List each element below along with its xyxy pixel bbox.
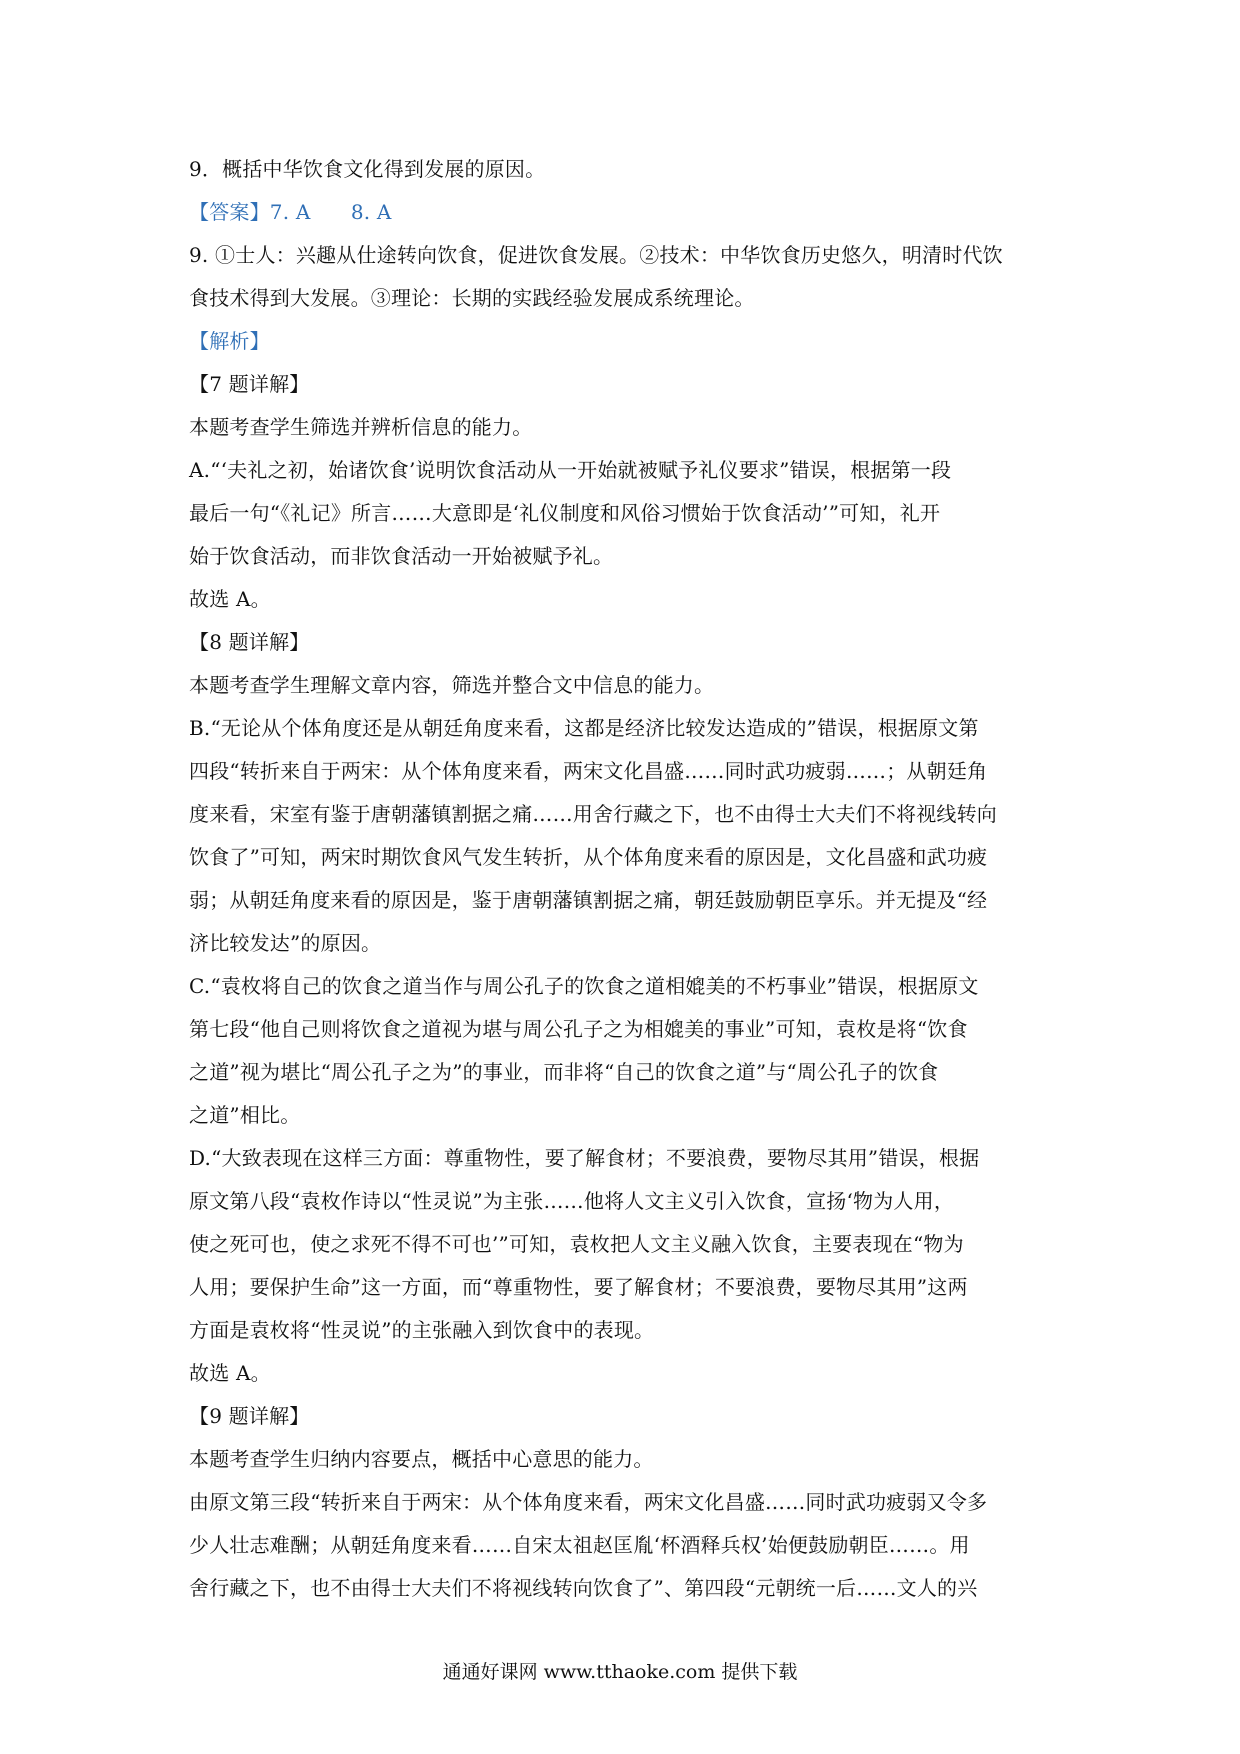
q8-option-c-line: C.“袁枚将自己的饮食之道当作与周公孔子的饮食之道相媲美的不朽事业”错误，根据原文 [189, 974, 979, 998]
q8-heading: 【8 题详解】 [189, 630, 310, 654]
q7-intro: 本题考查学生筛选并辨析信息的能力。 [189, 415, 533, 439]
q9-paragraph-line: 少人壮志难酬；从朝廷角度来看……自宋太祖赵匡胤‘杯酒释兵权’始便鼓励朝臣……。用 [189, 1533, 970, 1557]
q8-option-c-line: 第七段“他自己则将饮食之道视为堪与周公孔子之为相媲美的事业”可知，袁枚是将“饮食 [189, 1017, 968, 1041]
analysis-heading: 【解析】 [189, 329, 270, 353]
q8-option-d-line: 方面是袁枚将“性灵说”的主张融入到饮食中的表现。 [189, 1318, 655, 1342]
q8-option-b-line: 弱；从朝廷角度来看的原因是，鉴于唐朝藩镇割据之痛，朝廷鼓励朝臣享乐。并无提及“经 [189, 888, 988, 912]
answer-9-line-2: 食技术得到大发展。③理论：长期的实践经验发展成系统理论。 [189, 286, 755, 310]
q9-heading: 【9 题详解】 [189, 1404, 310, 1428]
q8-option-d-line: 原文第八段“袁枚作诗以“性灵说”为主张……他将人文主义引入饮食，宣扬‘物为人用， [189, 1189, 955, 1213]
answer-line: 【答案】7. A 8. A [189, 200, 392, 224]
q8-option-c-line: 之道”视为堪比“周公孔子之为”的事业，而非将“自己的饮食之道”与“周公孔子的饮食 [189, 1060, 939, 1084]
q8-conclusion: 故选 A。 [189, 1361, 271, 1385]
q8-option-d-line: D.“大致表现在这样三方面：尊重物性，要了解食材；不要浪费，要物尽其用”错误，根据 [189, 1146, 980, 1170]
q9-intro: 本题考查学生归纳内容要点，概括中心意思的能力。 [189, 1447, 654, 1471]
q9-paragraph-line: 由原文第三段“转折来自于两宋：从个体角度来看，两宋文化昌盛……同时武功疲弱又令多 [189, 1490, 988, 1514]
q8-option-c-line: 之道”相比。 [189, 1103, 301, 1127]
page-footer: 通通好课网 www.tthaoke.com 提供下载 [442, 1661, 798, 1683]
q7-paragraph-line: 始于饮食活动，而非饮食活动一开始被赋予礼。 [189, 544, 614, 568]
q8-option-b-line: 饮食了”可知，两宋时期饮食风气发生转折，从个体角度来看的原因是，文化昌盛和武功疲 [189, 845, 988, 869]
q8-option-d-line: 使之死可也，使之求死不得不可也’”可知，袁枚把人文主义融入饮食，主要表现在“物为 [189, 1232, 964, 1256]
q8-option-b-line: 度来看，宋室有鉴于唐朝藩镇割据之痛……用舍行藏之下，也不由得士大夫们不将视线转向 [189, 802, 997, 826]
document-body [189, 148, 1061, 1610]
q8-intro: 本题考查学生理解文章内容，筛选并整合文中信息的能力。 [189, 673, 715, 697]
q8-option-d-line: 人用；要保护生命”这一方面，而“尊重物性，要了解食材；不要浪费，要物尽其用”这两 [189, 1275, 968, 1299]
q7-paragraph-line: 最后一句“《礼记》所言……大意即是‘礼仪制度和风俗习惯始于饮食活动’”可知，礼开 [189, 501, 941, 525]
answer-9-line-1: 9. ①士人：兴趣从仕途转向饮食，促进饮食发展。②技术：中华饮食历史悠久，明清时代饮 [189, 243, 1003, 267]
question-9: 9．概括中华饮食文化得到发展的原因。 [189, 157, 546, 181]
q7-conclusion: 故选 A。 [189, 587, 271, 611]
q7-heading: 【7 题详解】 [189, 372, 310, 396]
q8-option-b-line: 四段“转折来自于两宋：从个体角度来看，两宋文化昌盛……同时武功疲弱……；从朝廷角 [189, 759, 988, 783]
q8-option-b-line: 济比较发达”的原因。 [189, 931, 382, 955]
q9-paragraph-line: 舍行藏之下，也不由得士大夫们不将视线转向饮食了”、第四段“元朝统一后……文人的兴 [189, 1576, 978, 1600]
q8-option-b-line: B.“无论从个体角度还是从朝廷角度来看，这都是经济比较发达造成的”错误，根据原文第 [189, 716, 979, 740]
q7-paragraph-line: A.“‘夫礼之初，始诸饮食’说明饮食活动从一开始就被赋予礼仪要求”错误，根据第一段 [189, 458, 952, 482]
